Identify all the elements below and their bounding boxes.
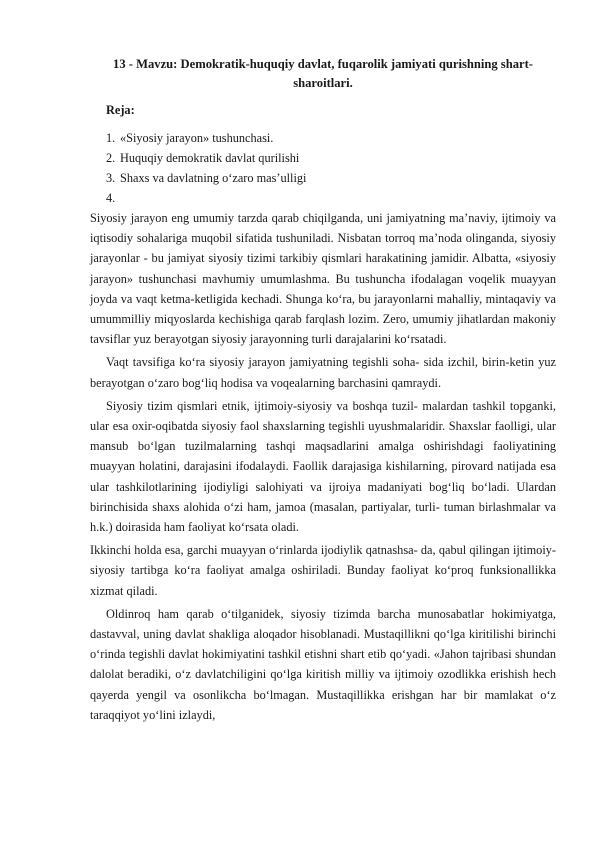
- plan-heading: Reja:: [106, 103, 135, 117]
- document-title: 13 - Mavzu: Demokratik-huquqiy davlat, fuqarolik jamiyati qurishning shart-sharoitlari.: [113, 57, 533, 90]
- body-paragraph: Ikkinchi holda esa, garchi muayyan o‘rinlarda ijodiylik qatnashsa- da, qabul qilingan ijtimoiy-siyosiy tartibga ko‘ra faoliyat amalga oshiriladi. Bunday faoliyat ko‘proq funksionallikka xizmat qiladi.: [90, 543, 556, 598]
- plan-item: [106, 168, 306, 188]
- plan-item-text: «Siyosiy jarayon» tushunchasi.: [120, 131, 274, 145]
- plan-item: [106, 128, 306, 148]
- document-body: [90, 208, 556, 728]
- plan-item-number: 1.: [106, 131, 116, 145]
- plan-item: [106, 188, 306, 208]
- plan-item-number: 2.: [106, 151, 116, 165]
- plan-item-number: 3.: [106, 171, 116, 185]
- body-paragraph: Vaqt tavsifiga ko‘ra siyosiy jarayon jamiyatning tegishli soha- sida izchil, birin-ketin yuz berayotgan o‘zaro bog‘liq hodisa va voqealarning barchasini qamraydi.: [90, 355, 556, 390]
- body-paragraph: Siyosiy tizim qismlari etnik, ijtimoiy-siyosiy va boshqa tuzil- malardan tashkil topganki, ular esa oxir-oqibatda siyosiy faol shaxslarning tegishli uyushmalaridir. Shaxslar faolligi, ular mansub bo‘lgan tuzilmalarning tashqi maqsadlarini amalga oshirishdagi faoliyatining muayyan holatini, darajasini ifodalaydi. Faollik darajasiga kishilarning, pirovard natijada esa ular tashkilotlarining ijodiyligi salohiyati va ijroiya madaniyati bog‘liq bo‘ladi. Ulardan birinchisida shaxs alohida o‘zi ham, jamoa (masalan, partiyalar, turli- tuman birlashmalar va h.k.) doirasida ham faoliyat ko‘rsata oladi.: [90, 398, 556, 535]
- plan-item: [106, 148, 306, 168]
- body-paragraph: Siyosiy jarayon eng umumiy tarzda qarab chiqilganda, uni jamiyatning ma’naviy, ijtimoiy va iqtisodiy sohalariga muqobil sifatida tushuniladi. Nisbatan torroq ma’noda olinganda, siyosiy jarayonlar - bu jamiyat siyosiy tizimi tarkibiy qismlari harakatining jamidir. Albatta, «siyosiy jarayon» tushunchasi mavhumiy umumlashma. Bu tushuncha ifodalagan voqelik muayyan joyda va vaqt ketma-ketligida kechadi. Shunga ko‘ra, bu jarayonlarni mahalliy, mintaqaviy va umummilliy miqyoslarda kechishiga qarab farqlash lozim. Zero, umumiy jihatlardan makoniy tavsiflar yuz berayotgan siyosiy jarayonning turli darajalarini ko‘rsatadi.: [90, 211, 556, 347]
- plan-list: [106, 128, 306, 208]
- plan-item-text: Shaxs va davlatning o‘zaro mas’ulligi: [120, 171, 307, 185]
- plan-item-text: Huquqiy demokratik davlat qurilishi: [120, 151, 300, 165]
- plan-item-number: 4.: [106, 191, 116, 205]
- body-paragraph: Oldinroq ham qarab o‘tilganidek, siyosiy tizimda barcha munosabatlar hokimiyatga, dastavval, uning davlat shakliga aloqador hisoblanadi. Mustaqillikni qo‘lga kiritilishi birinchi o‘rinda tegishli davlat hokimiyatini tashkil etishni shart etib qo‘yadi. «Jahon tajribasi shundan dalolat beradiki, o‘z davlatchiligini qo‘lga kiritish milliy va ijtimoiy ozodlikka erishish hech qayerda yengil va osonlikcha bo‘lmagan. Mustaqillikka erishgan har bir mamlakat o‘z taraqqiyot yo‘lini izlaydi,: [90, 606, 556, 722]
